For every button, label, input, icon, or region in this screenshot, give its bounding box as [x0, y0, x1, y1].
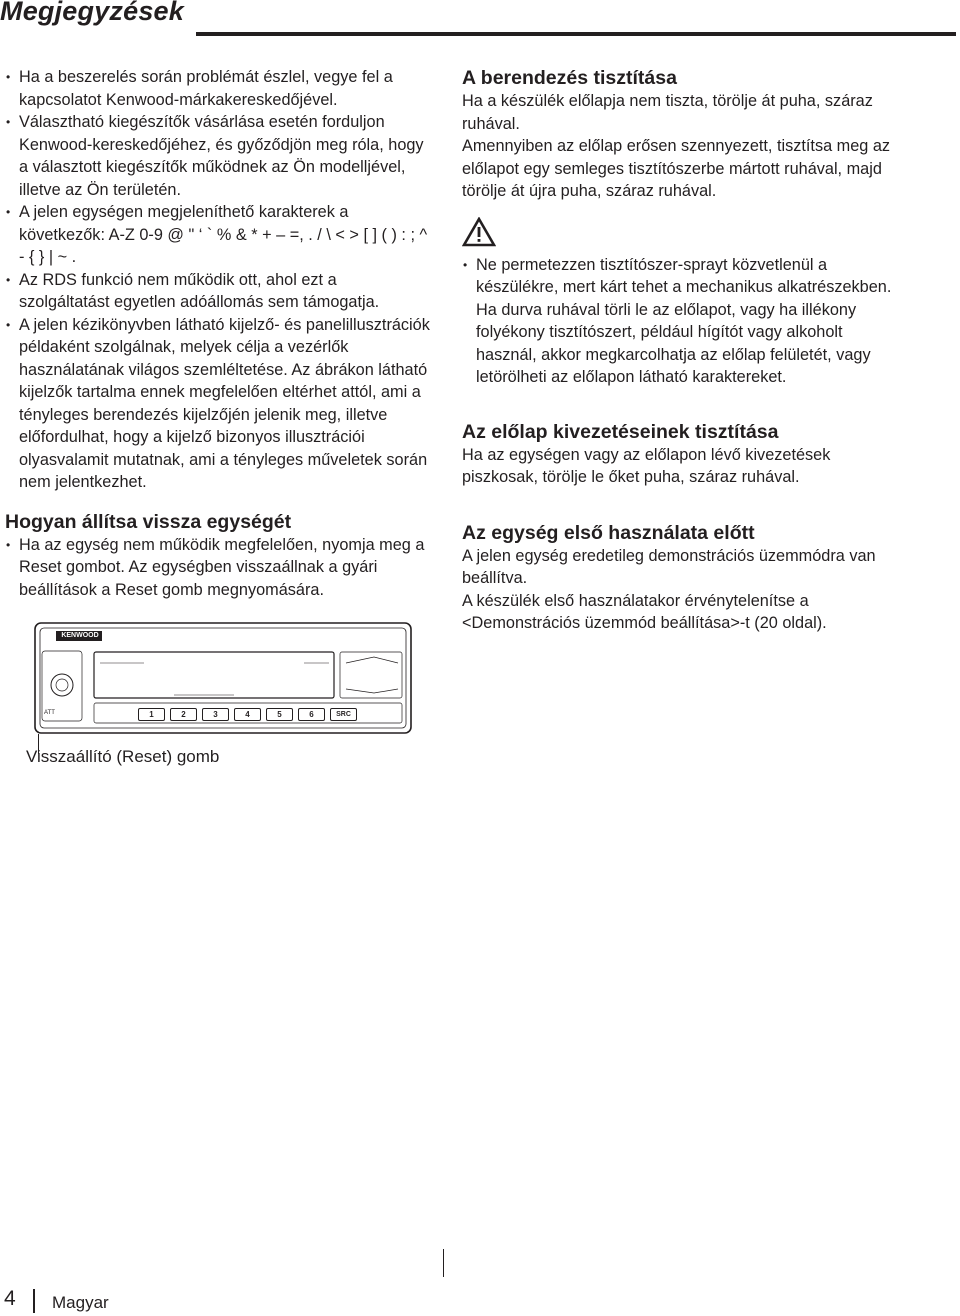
cleaning-paragraph-1: Ha a készülék előlapja nem tiszta, törölje át puha, száraz ruhával. — [462, 92, 873, 133]
reset-list — [5, 534, 430, 602]
first-use-paragraph-1: A jelen egység eredetileg demonstrációs üzemmódra van beállítva. — [462, 546, 876, 587]
figure-caption: Visszaállító (Reset) gomb — [26, 747, 220, 766]
page-title: Megjegyzések — [0, 0, 184, 26]
terminals-paragraph: Ha az egységen vagy az előlapon lévő kivezetések piszkosak, törölje le őket puha, száraz ruhával. — [462, 445, 831, 486]
preset-button: 4 — [234, 708, 261, 721]
preset-button: 3 — [202, 708, 229, 721]
preset-button-row — [138, 708, 357, 721]
warning-icon — [462, 217, 496, 247]
column-tick — [443, 1249, 444, 1277]
list-item: • Ha az egység nem működik megfelelően, nyomja meg a Reset gombot. Az egységben visszaállnak a gyári beállítások a Reset gomb megnyomására. — [5, 534, 430, 602]
header-rule — [196, 32, 956, 36]
cleaning-heading: A berendezés tisztítása — [462, 67, 677, 89]
reset-heading: Hogyan állítsa vissza egységét — [5, 510, 292, 533]
terminals-heading: Az előlap kivezetéseinek tisztítása — [462, 420, 779, 443]
cleaning-paragraph-2: Amennyiben az előlap erősen szennyezett, tisztítsa meg az előlapot egy semleges tisztítószerbe mártott ruhával, majd törölje át újra puha, száraz ruhával. — [462, 137, 891, 200]
list-item: • A jelen egységen megjeleníthető karakterek a következők: A-Z 0-9 @ " ‘ ` % & * + – =, . / \ < > [ ] ( ) : ; ^ - { } | ~ . — [5, 201, 430, 269]
att-label: ATT — [44, 710, 55, 716]
list-item: • Ne permetezzen tisztítószer-sprayt közvetlenül a készülékre, mert kárt tehet a mechanikus alkatrészekben. Ha durva ruhával törli le az előlapot, vagy ha illékony folyékony tisztítószert, például hígítót vagy alkoholt használ, akkor megkarcolhatja az előlap felületét, vagy letörölheti az előlapon látható karaktereket. — [462, 254, 902, 389]
first-use-heading: Az egység első használata előtt — [462, 521, 755, 544]
left-column — [5, 66, 430, 601]
list-item: • Az RDS funkció nem működik ott, ahol ezt a szolgáltatást egyetlen adóállomás sem támogatja. — [5, 269, 430, 314]
warning-list — [462, 254, 902, 389]
preset-button: 1 — [138, 708, 165, 721]
preset-button: 6 — [298, 708, 325, 721]
right-column — [462, 66, 902, 635]
notes-list — [5, 66, 430, 494]
preset-button: 2 — [170, 708, 197, 721]
src-button: SRC — [330, 708, 357, 721]
list-item: • A jelen kézikönyvben látható kijelző- és panelillusztrációk példaként szolgálnak, melyek célja a vezérlők használatának világos szemléltetése. Az ábrákon látható kijelzők tartalma ennek megfelelően eltérhet attól, ami a tényleges berendezés kijelzőjén jelenik meg, illetve előfordulhat, hogy a kijelző bizonyos illusztrációi olyasvalamit mutatnak, ami a tényleges műveletek során nem jelentkezhet. — [5, 314, 430, 494]
footer-language: Magyar — [52, 1293, 109, 1312]
footer-divider — [33, 1289, 35, 1313]
list-item: • Ha a beszerelés során problémát észlel, vegye fel a kapcsolatot Kenwood-márkakereskedőjével. — [5, 66, 430, 111]
first-use-paragraph-2: A készülék első használatakor érvénytelenítse a <Demonstrációs üzemmód beállítása>-t (20 oldal). — [462, 591, 827, 632]
page-number: 4 — [4, 1287, 16, 1310]
car-radio-illustration — [34, 621, 414, 736]
list-item: • Választható kiegészítők vásárlása esetén forduljon Kenwood-kereskedőjéhez, és győződjön meg róla, hogy a választott kiegészítők működnek az Ön modelljével, illetve az Ön területén. — [5, 111, 430, 201]
preset-button: 5 — [266, 708, 293, 721]
brand-logo: KENWOOD — [61, 632, 99, 639]
